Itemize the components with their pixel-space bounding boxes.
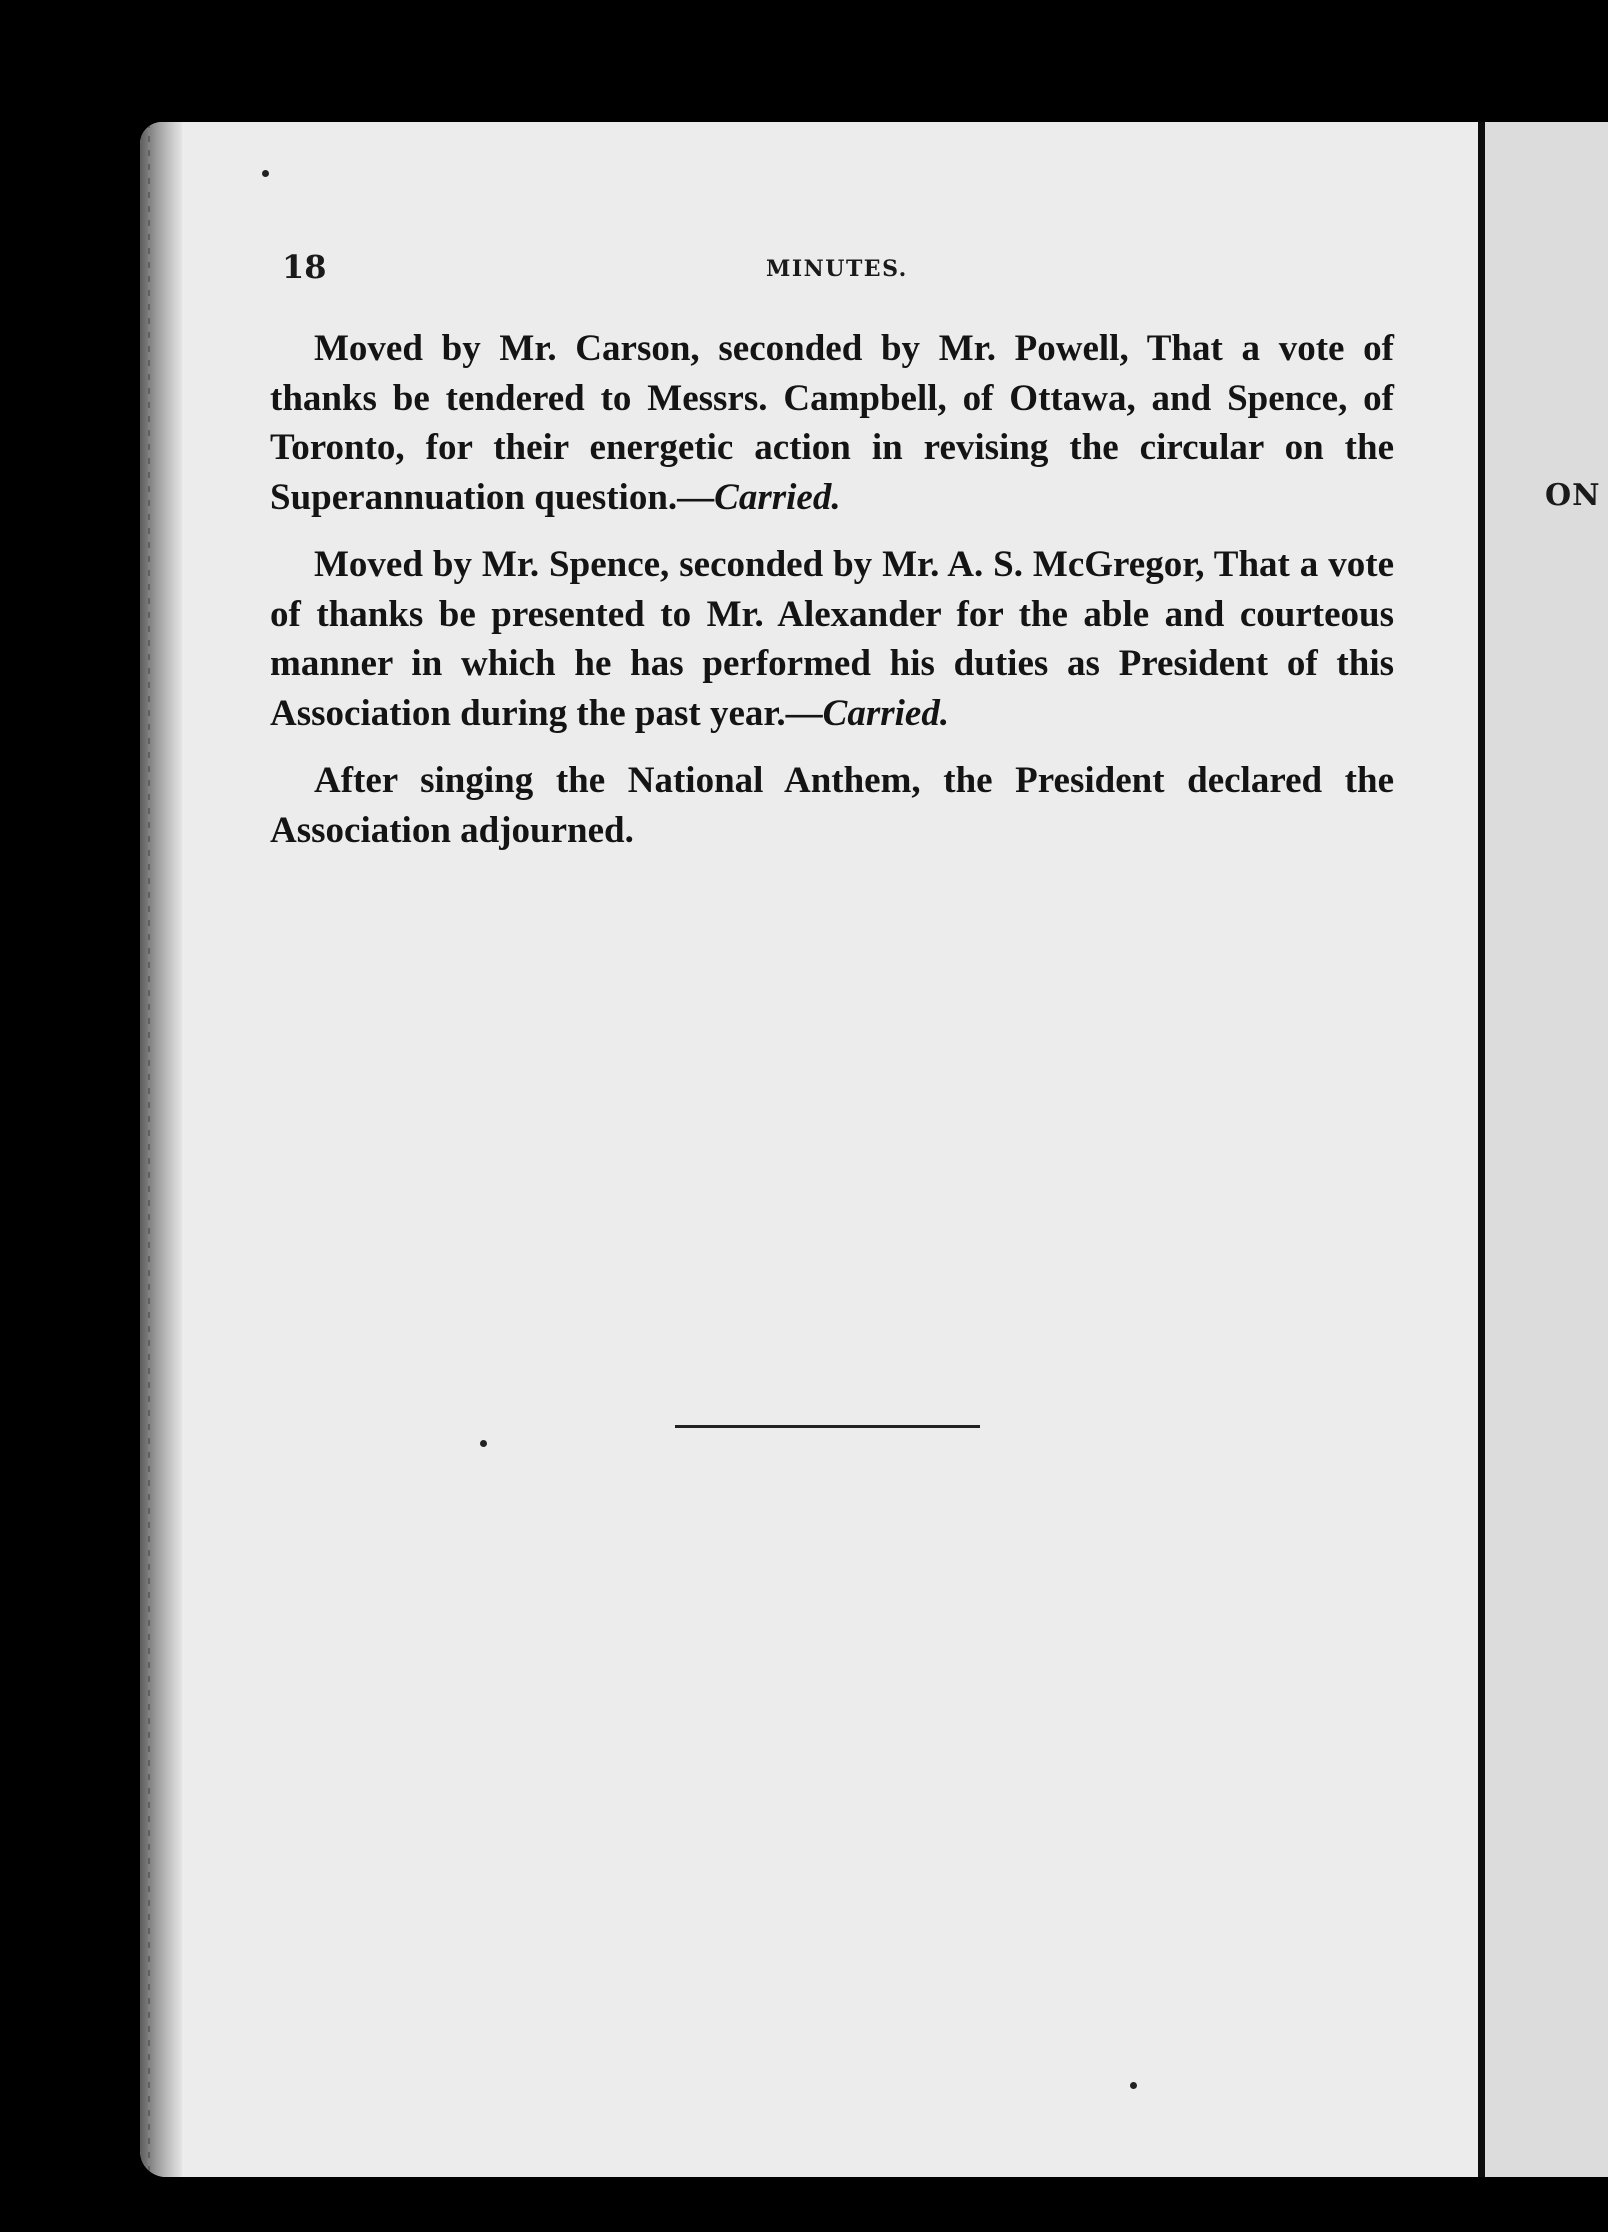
minutes-body	[270, 324, 1394, 873]
section-divider	[675, 1425, 980, 1428]
carried-note: Carried.	[714, 476, 841, 518]
ink-speck	[262, 170, 269, 177]
running-head	[282, 248, 1392, 288]
facing-page-fragment: ON	[1545, 478, 1601, 513]
page-number: 18	[282, 248, 327, 286]
paragraph-text: Moved by Mr. Spence, seconded by Mr. A. S. McGregor, That a vote of thanks be presented to Mr. Alexander for the able and courteous manner in which he has performed his duties as President of this Association during the past year.—	[270, 544, 1394, 734]
ink-speck	[480, 1440, 487, 1447]
closing-paragraph	[270, 756, 1394, 855]
motion-paragraph	[270, 540, 1394, 738]
facing-page	[1485, 122, 1608, 2177]
carried-note: Carried.	[822, 692, 950, 734]
ink-speck	[1130, 2082, 1137, 2089]
page-edge	[140, 122, 182, 2177]
paragraph-text: After singing the National Anthem, the President declared the Association adjourned.	[270, 760, 1394, 851]
running-title: MINUTES.	[766, 256, 908, 282]
motion-paragraph	[270, 324, 1394, 522]
paragraph-text: Moved by Mr. Carson, seconded by Mr. Powell, That a vote of thanks be tendered to Messrs. Campbell, of Ottawa, and Spence, of Toronto, for their energetic action in revising the circular on the Superannuation question.—	[270, 328, 1394, 518]
